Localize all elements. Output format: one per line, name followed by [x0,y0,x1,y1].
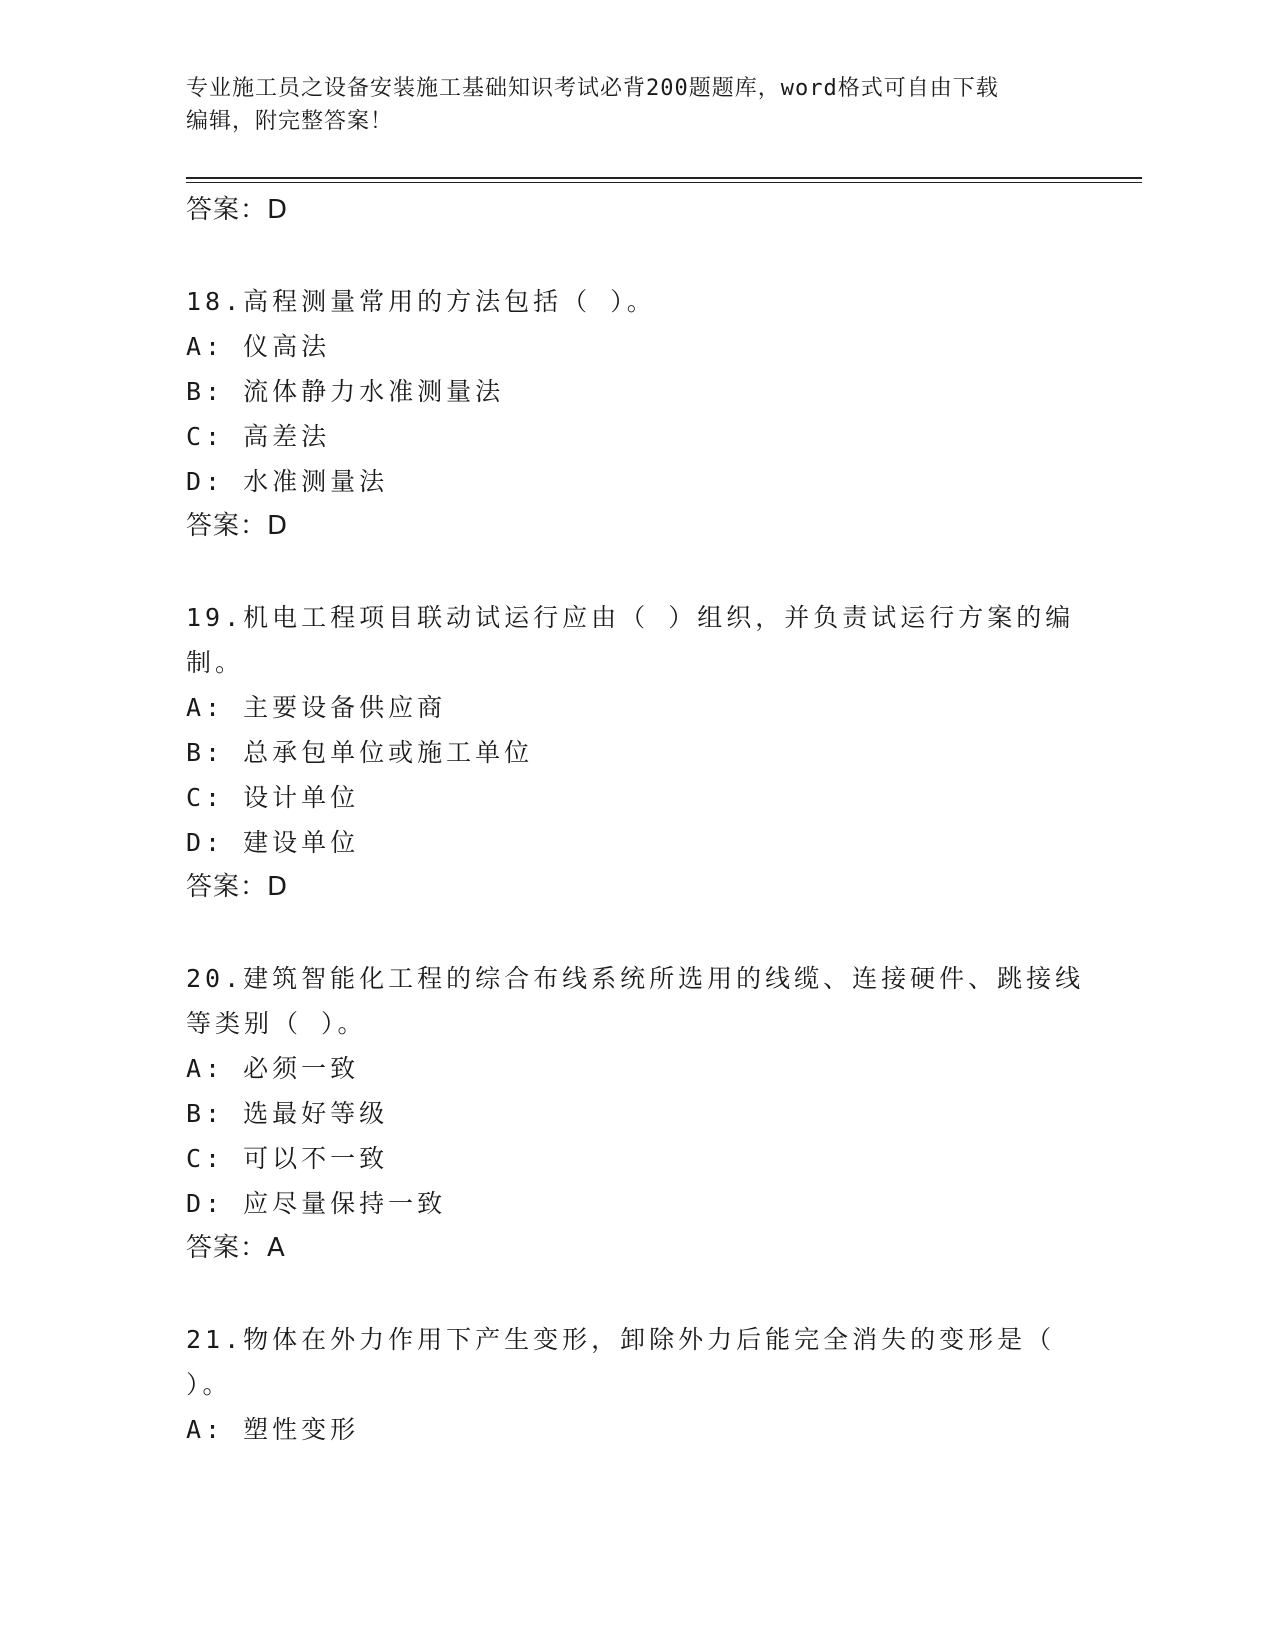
header-line-1: 专业施工员之设备安装施工基础知识考试必背200题题库，word格式可自由下载 [186,76,999,101]
question-stem: 20.建筑智能化工程的综合布线系统所选用的线缆、连接硬件、跳接线 [186,964,1085,993]
option-b: B: 流体静力水准测量法 [186,377,505,406]
header-divider-thin [186,182,1142,183]
option-d: D: 水准测量法 [186,467,389,496]
option-d: D: 建设单位 [186,828,360,857]
option-b: B: 总承包单位或施工单位 [186,738,534,767]
answer-line: 答案：D [186,872,289,902]
option-a: A: 仪高法 [186,332,331,361]
document-header [186,72,1066,138]
question-19 [186,595,1086,910]
question-18 [186,279,1086,549]
answer-line: 答案：D [186,511,289,541]
header-line-2: 编辑，附完整答案！ [186,109,394,134]
option-c: C: 高差法 [186,422,331,451]
option-a: A: 必须一致 [186,1054,360,1083]
option-d: D: 应尽量保持一致 [186,1189,447,1218]
answer-line: 答案：A [186,1233,286,1263]
question-stem-cont: ）。 [186,1370,232,1399]
question-stem-cont: 等类别（ ）。 [186,1009,367,1038]
question-20 [186,956,1086,1271]
answer-line: 答案：D [186,195,289,225]
option-a: A: 塑性变形 [186,1415,360,1444]
document-body [186,188,1086,1452]
option-b: B: 选最好等级 [186,1099,389,1128]
option-c: C: 可以不一致 [186,1144,389,1173]
option-c: C: 设计单位 [186,783,360,812]
option-a: A: 主要设备供应商 [186,693,447,722]
question-stem: 21.物体在外力作用下产生变形，卸除外力后能完全消失的变形是（ [186,1325,1056,1354]
question-stem: 18.高程测量常用的方法包括（ ）。 [186,287,656,316]
header-divider [186,177,1142,179]
question-21 [186,1317,1086,1452]
question-stem-cont: 制。 [186,648,245,677]
question-stem: 19.机电工程项目联动试运行应由（ ）组织，并负责试运行方案的编 [186,603,1075,632]
